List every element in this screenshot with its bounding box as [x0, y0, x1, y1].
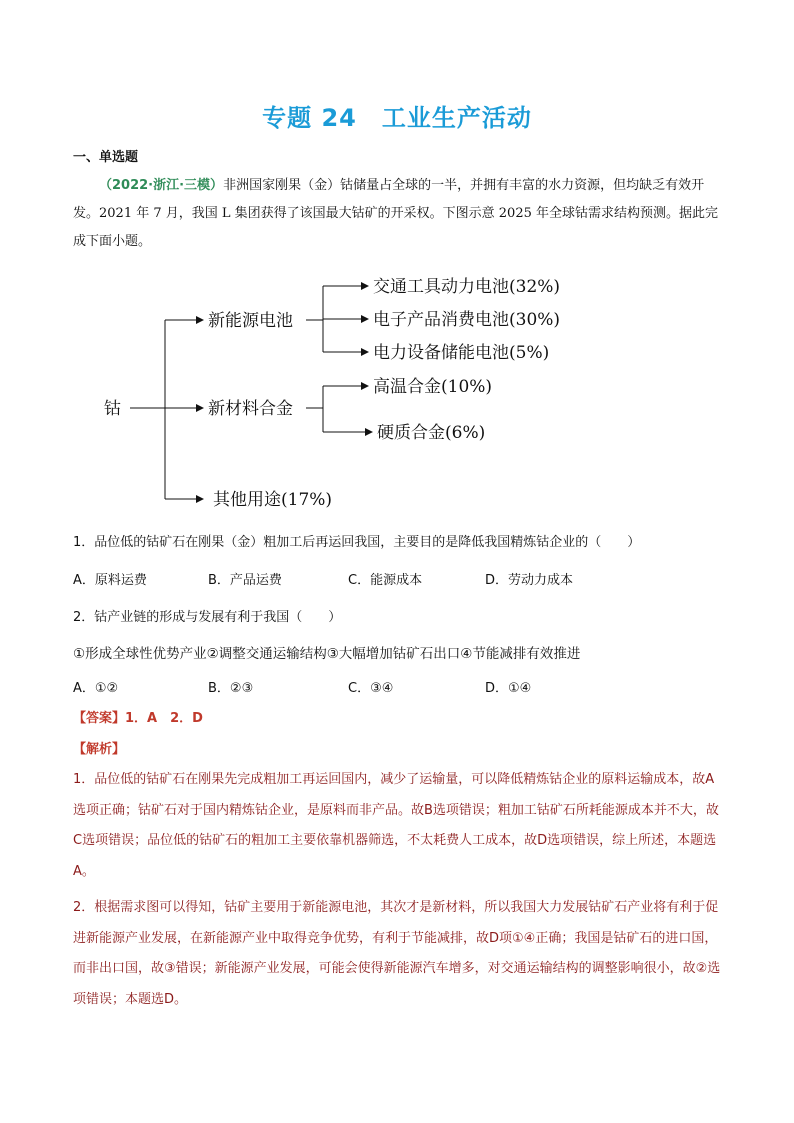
diagram-leaf-electronics-battery: 电子产品消费电池(30%) [373, 310, 561, 330]
q2-option-d: D．①④ [485, 681, 532, 696]
diagram-branch-battery: 新能源电池 [208, 311, 293, 331]
section-heading: 一、单选题 [73, 150, 139, 165]
answer-line: 【答案】1．A 2．D [73, 711, 203, 726]
page-title: 专题 24 工业生产活动 [262, 104, 532, 132]
diagram-branch-alloy: 新材料合金 [208, 399, 293, 419]
diagram-root-label: 钴 [104, 399, 121, 419]
question-source: （2022·浙江·三模） [99, 178, 224, 193]
diagram-leaf-transport-battery: 交通工具动力电池(32%) [373, 277, 561, 297]
q1-option-c: C．能源成本 [348, 573, 423, 588]
explanation-2: 2．根据需求图可以得知，钴矿主要用于新能源电池，其次才是新材料，所以我国大力发展钴矿石产业将有利于促进新能源产业发展，在新能源产业中取得竞争优势，有利于节能减排，故D项①④正确；我国是钴矿石的进口国，而非出口国，故③错误；新能源产业发展，可能会使得新能源汽车增多，对交通运输结构的调整影响很小，故②选项错误；本题选D。 [73, 900, 721, 1007]
diagram-leaf-high-temp-alloy: 高温合金(10%) [373, 377, 493, 397]
question-2-items: ①形成全球性优势产业②调整交通运输结构③大幅增加钴矿石出口④节能减排有效推进 [73, 646, 581, 662]
diagram-branch-other: 其他用途(17%) [213, 490, 333, 510]
explanation-1: 1．品位低的钴矿石在刚果先完成粗加工再运回国内，减少了运输量，可以降低精炼钴企业的原料运输成本，故A选项正确；钴矿石对于国内精炼钴企业，是原料而非产品。故B选项错误；粗加工钴矿石所耗能源成本并不大，故C选项错误；品位低的钴矿石的粗加工主要依靠机器筛选，不太耗费人工成本，故D选项错误，综上所述，本题选A。 [73, 772, 719, 879]
analysis-label: 【解析】 [73, 742, 126, 757]
question-2-stem: 2．钴产业链的形成与发展有利于我国（ ） [73, 610, 342, 625]
q2-option-b: B．②③ [208, 681, 254, 696]
diagram-leaf-hard-alloy: 硬质合金(6%) [377, 423, 486, 443]
q1-option-b: B．产品运费 [208, 573, 282, 588]
question-1-stem: 1．品位低的钴矿石在刚果（金）粗加工后再运回我国，主要目的是降低我国精炼钴企业的（ ） [73, 535, 641, 550]
q1-option-d: D．劳动力成本 [485, 573, 574, 588]
q1-option-a: A．原料运费 [73, 573, 147, 588]
q2-option-a: A．①② [73, 681, 119, 696]
diagram-leaf-storage-battery: 电力设备储能电池(5%) [373, 343, 550, 363]
q2-option-c: C．③④ [348, 681, 394, 696]
stem-text: 非洲国家刚果（金）钴储量占全球的一半，并拥有丰富的水力资源，但均缺乏有效开发。2021 年 7 月，我国 L 集团获得了该国最大钴矿的开采权。下图示意 2025 年全球钴需求结构预测。据此完成下面小题。 [73, 178, 718, 249]
